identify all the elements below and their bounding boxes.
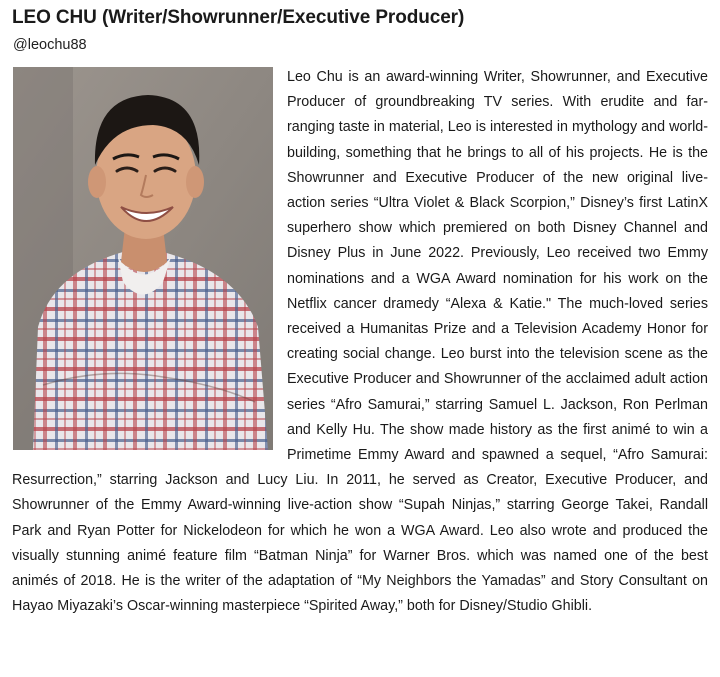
headshot-photo xyxy=(13,67,273,450)
social-handle: @leochu88 xyxy=(13,37,87,53)
bio-section xyxy=(12,65,708,619)
page-title: LEO CHU (Writer/Showrunner/Executive Producer) xyxy=(12,7,465,28)
bio-text: Leo Chu is an award-winning Writer, Showrunner, and Executive Producer of groundbreaking TV series. With erudite and far-ranging taste in material, Leo is interested in mythology and world-building, something that he brings to all of his projects. He is the Showrunner and Executive Producer of the new original live-action series “Ultra Violet & Black Scorpion,” Disney’s first LatinX superhero show which premiered on both Disney Channel and Disney Plus in June 2022. Previously, Leo received two Emmy nominations and a WGA Award nomination for his work on the Netflix cancer dramedy “Alexa & Katie." The much-loved series received a Humanitas Prize and a Television Academy Honor for creating social change. Leo burst into the television scene as the Executive Producer and Showrunner of the acclaimed adult action series “Afro Samurai,” starring Samuel L. Jackson, Ron Perlman and Kelly Hu. The show made history as the first animé to win a Primetime Emmy Award and spawned a sequel, “Afro Samurai: Resurrection,” starring Jackson and Lucy Liu. In 2011, he served as Creator, Executive Producer, and Showrunner of the Emmy Award-winning live-action show “Supah Ninjas,” starring George Takei, Randall Park and Ryan Potter for Nickelodeon for which he won a WGA Award. Leo also wrote and produced the visually stunning animé feature film “Batman Ninja” for Warner Bros. which was named one of the best animés of 2018. He is the writer of the adaptation of “My Neighbors the Yamadas” and Story Consultant on Hayao Miyazaki’s Oscar-winning masterpiece “Spirited Away,” both for Disney/Studio Ghibli. xyxy=(12,69,708,615)
